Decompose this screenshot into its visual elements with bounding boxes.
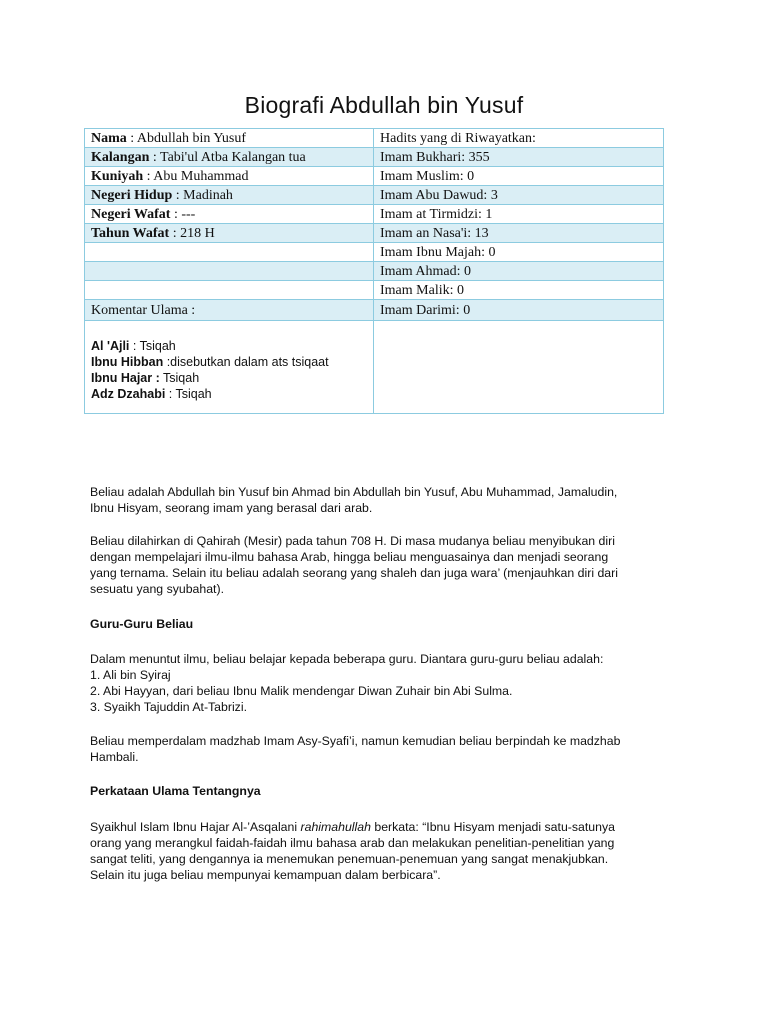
ulama-verdict: :disebutkan dalam ats tsiqaat	[163, 355, 329, 369]
table-cell-profile	[85, 129, 374, 148]
paragraph-intro	[90, 484, 690, 516]
list-item: 3. Syaikh Tajuddin At-Tabrizi.	[90, 700, 247, 714]
text-span: Syaikhul Islam Ibnu Hajar Al-’Asqalani	[90, 820, 301, 834]
field-value: : Abdullah bin Yusuf	[126, 130, 247, 146]
heading-perkataan: Perkataan Ulama Tentangnya	[90, 784, 261, 798]
table-row-ulama	[85, 321, 664, 414]
ulama-comment	[91, 386, 367, 402]
paragraph-quote	[90, 819, 690, 883]
ulama-comments-cell	[85, 321, 374, 414]
field-value: Komentar Ulama :	[91, 302, 196, 318]
table-cell-profile	[85, 224, 374, 243]
table-cell-profile	[85, 243, 374, 262]
table-cell-hadits: Imam Abu Dawud: 3	[374, 186, 664, 205]
text-line: dengan mempelajari ilmu-ilmu bahasa Arab, hingga beliau menguasainya dan menjadi seorang	[90, 550, 609, 564]
text-line	[90, 819, 690, 835]
ulama-verdict: : Tsiqah	[165, 387, 212, 401]
text-line: Ibnu Hisyam, seorang imam yang berasal dari arab.	[90, 501, 373, 515]
ulama-name: Ibnu Hibban	[91, 355, 164, 369]
table-row	[85, 300, 664, 321]
field-value: : Abu Muhammad	[143, 168, 249, 184]
table-cell-hadits: Imam Bukhari: 355	[374, 148, 664, 167]
table-cell-profile	[85, 281, 374, 300]
ulama-verdict: : Tsiqah	[129, 339, 176, 353]
table-cell-profile	[85, 186, 374, 205]
table-row	[85, 224, 664, 243]
field-value: : 218 H	[169, 225, 215, 241]
page-title: Biografi Abdullah bin Yusuf	[244, 92, 524, 118]
table-cell-hadits: Imam at Tirmidzi: 1	[374, 205, 664, 224]
table-row	[85, 262, 664, 281]
empty-cell	[374, 321, 664, 414]
table-cell-profile	[85, 262, 374, 281]
field-label: Kalangan	[91, 149, 150, 165]
heading-guru: Guru-Guru Beliau	[90, 617, 194, 631]
text-line: Beliau memperdalam madzhab Imam Asy-Syafi’i, namun kemudian beliau berpindah ke madzhab	[90, 734, 621, 748]
paragraph-madzhab	[90, 733, 690, 765]
italic-text: rahimahullah	[300, 820, 371, 834]
text-line: sesuatu yang syubahat).	[90, 582, 224, 596]
table-row	[85, 186, 664, 205]
text-line: sangat teliti, yang dengannya ia menemukan penemuan-penemuan yang sangat menakjubkan.	[90, 852, 609, 866]
field-value: : Madinah	[172, 187, 233, 203]
ulama-verdict: Tsiqah	[159, 371, 200, 385]
field-label: Negeri Hidup	[91, 187, 173, 203]
table-cell-hadits: Imam Ahmad: 0	[374, 262, 664, 281]
paragraph-birth	[90, 533, 690, 597]
ulama-comment	[91, 338, 367, 354]
text-line: Beliau adalah Abdullah bin Yusuf bin Ahmad bin Abdullah bin Yusuf, Abu Muhammad, Jamaludin,	[90, 485, 618, 499]
table-row	[85, 167, 664, 186]
field-value: : Tabi'ul Atba Kalangan tua	[149, 149, 306, 165]
text-line: Dalam menuntut ilmu, beliau belajar kepada beberapa guru. Diantara guru-guru beliau adalah:	[90, 652, 604, 666]
table-row	[85, 148, 664, 167]
field-label: Kuniyah	[91, 168, 144, 184]
list-item: 2. Abi Hayyan, dari beliau Ibnu Malik mendengar Diwan Zuhair bin Abi Sulma.	[90, 684, 513, 698]
text-line: Selain itu juga beliau mempunyai kemampuan dalam berbicara”.	[90, 868, 441, 882]
table-cell-hadits: Imam Darimi: 0	[374, 300, 664, 321]
biography-table	[84, 128, 664, 414]
table-cell-hadits: Imam Muslim: 0	[374, 167, 664, 186]
field-label: Tahun Wafat	[91, 225, 170, 241]
ulama-name: Al 'Ajli	[91, 339, 130, 353]
text-line: Hambali.	[90, 750, 139, 764]
table-row	[85, 243, 664, 262]
ulama-name: Adz Dzahabi	[91, 387, 166, 401]
ulama-comment	[91, 370, 367, 386]
table-cell-hadits: Imam an Nasa'i: 13	[374, 224, 664, 243]
text-line: orang yang merangkul faidah-faidah ilmu bahasa arab dan melakukan penelitian-penelitian yang	[90, 836, 615, 850]
field-value: : ---	[170, 206, 196, 222]
table-cell-hadits: Imam Ibnu Majah: 0	[374, 243, 664, 262]
table-row	[85, 129, 664, 148]
table-cell-hadits: Imam Malik: 0	[374, 281, 664, 300]
table-cell-profile	[85, 300, 374, 321]
text-span: berkata: “Ibnu Hisyam menjadi satu-satunya	[370, 820, 615, 834]
field-label: Negeri Wafat	[91, 206, 171, 222]
table-cell-profile	[85, 205, 374, 224]
table-row	[85, 281, 664, 300]
table-cell-profile	[85, 148, 374, 167]
text-line: yang ternama. Selain itu beliau adalah seorang yang shaleh dan juga wara’ (menjauhkan diri dari	[90, 566, 618, 580]
table-cell-hadits: Hadits yang di Riwayatkan:	[374, 129, 664, 148]
table-row	[85, 205, 664, 224]
ulama-comment	[91, 354, 367, 370]
table-cell-profile	[85, 167, 374, 186]
text-line: Beliau dilahirkan di Qahirah (Mesir) pada tahun 708 H. Di masa mudanya beliau menyibukan diri	[90, 534, 615, 548]
paragraph-guru	[90, 651, 690, 715]
ulama-name: Ibnu Hajar :	[91, 371, 160, 385]
field-label: Nama	[91, 130, 127, 146]
list-item: 1. Ali bin Syiraj	[90, 668, 171, 682]
